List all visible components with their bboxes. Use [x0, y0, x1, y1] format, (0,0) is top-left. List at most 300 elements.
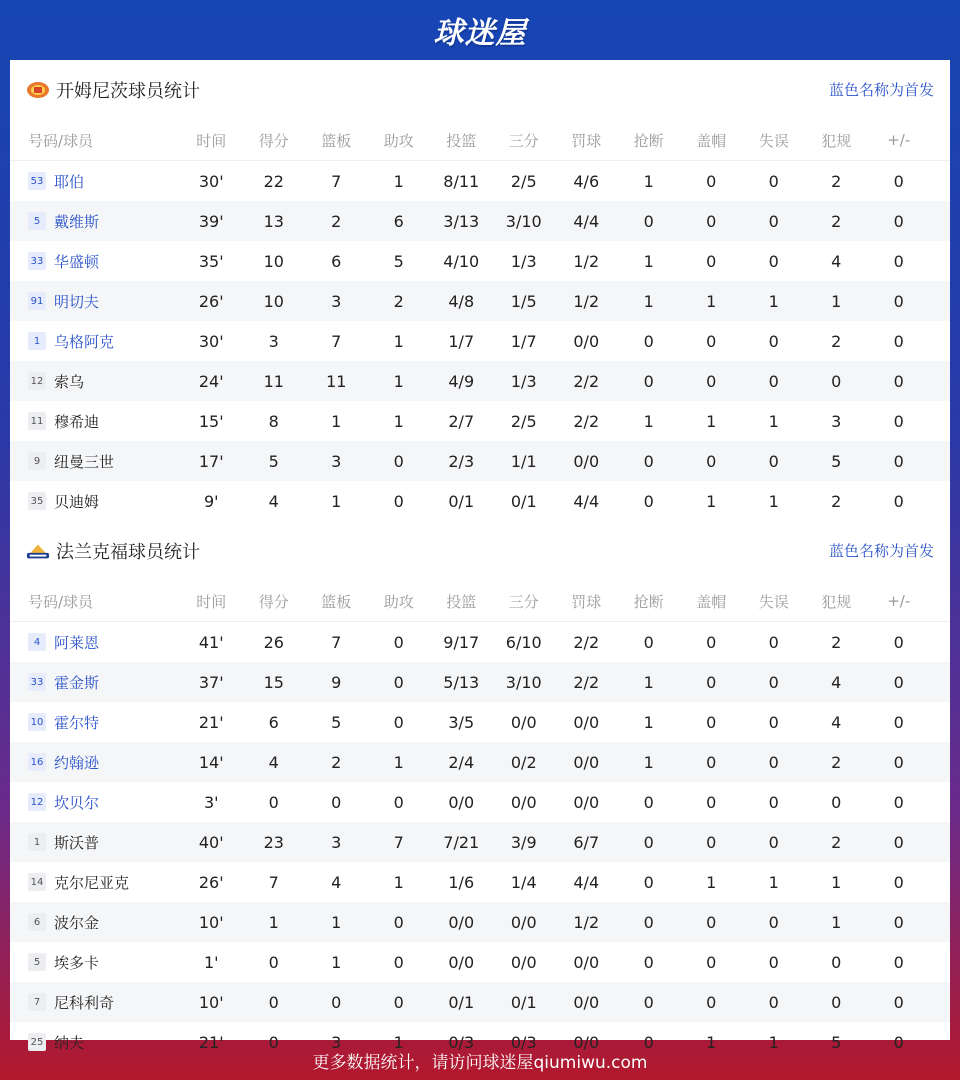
- stat-cell: 0/0: [573, 992, 600, 1012]
- player-name[interactable]: 阿莱恩: [54, 633, 100, 652]
- stat-cell: 1: [831, 872, 842, 892]
- player-cell[interactable]: [10, 712, 180, 733]
- player-name[interactable]: 华盛顿: [54, 252, 100, 271]
- table-row[interactable]: [10, 161, 950, 201]
- jersey-number: 33: [28, 673, 46, 691]
- stat-cell: 0: [893, 712, 904, 732]
- stat-cell: 9/17: [443, 632, 480, 652]
- stat-cell: 7: [331, 632, 342, 652]
- stat-cell: 0: [268, 952, 279, 972]
- stat-cell: 15': [198, 411, 224, 431]
- stat-cell: 1/5: [510, 291, 537, 311]
- stat-cell: 5: [831, 1032, 842, 1052]
- stat-cell: 0: [706, 912, 717, 932]
- stat-cell: 0: [643, 952, 654, 972]
- player-name[interactable]: 霍尔特: [54, 713, 100, 732]
- stat-cell: 0: [893, 171, 904, 191]
- stat-cell: 2: [831, 632, 842, 652]
- table-row[interactable]: [10, 321, 950, 361]
- table-row[interactable]: [10, 942, 950, 982]
- stat-cell: 21': [198, 712, 224, 732]
- jersey-number: 16: [28, 753, 46, 771]
- stat-cell: 0: [893, 371, 904, 391]
- stat-cell: 1: [331, 491, 342, 511]
- stat-cell: 0: [643, 992, 654, 1012]
- stat-cell: 0/0: [510, 792, 537, 812]
- stat-cell: 0: [268, 1032, 279, 1052]
- stat-cell: 0: [893, 1032, 904, 1052]
- stat-cell: 0: [706, 632, 717, 652]
- stat-cell: 4: [331, 872, 342, 892]
- player-name[interactable]: 纽曼三世: [54, 452, 115, 471]
- player-cell[interactable]: [10, 411, 180, 432]
- stat-cell: 4/4: [573, 872, 600, 892]
- stat-cell: 0: [393, 672, 404, 692]
- stat-cell: 4/10: [443, 251, 480, 271]
- stat-cell: 3: [331, 1032, 342, 1052]
- stat-cell: 4: [831, 672, 842, 692]
- stat-cell: 0: [643, 211, 654, 231]
- stat-cell: 0: [706, 251, 717, 271]
- player-cell[interactable]: [10, 251, 180, 272]
- stat-cell: 0/1: [510, 491, 537, 511]
- stat-cell: 1/7: [510, 331, 537, 351]
- stat-cell: 8: [268, 411, 279, 431]
- stat-cell: 0: [768, 912, 779, 932]
- stat-cell: 5: [393, 251, 404, 271]
- stat-cell: 0: [393, 712, 404, 732]
- player-cell[interactable]: [10, 171, 180, 192]
- player-name[interactable]: 霍金斯: [54, 673, 100, 692]
- stat-cell: 6: [393, 211, 404, 231]
- stat-cell: 0: [768, 752, 779, 772]
- stat-cell: 24': [198, 371, 224, 391]
- stat-cell: 7/21: [443, 832, 480, 852]
- stat-cell: 0: [893, 211, 904, 231]
- stat-cell: 0/0: [448, 952, 475, 972]
- player-cell[interactable]: [10, 491, 180, 512]
- player-cell[interactable]: [10, 872, 180, 893]
- stat-cell: 1/1: [510, 451, 537, 471]
- stat-cell: 0: [768, 451, 779, 471]
- stat-cell: 0: [331, 792, 342, 812]
- stat-cell: 1: [643, 171, 654, 191]
- stat-cell: 0: [706, 672, 717, 692]
- stat-cell: 1: [331, 912, 342, 932]
- jersey-number: 53: [28, 172, 46, 190]
- stat-cell: 3: [831, 411, 842, 431]
- stat-cell: 1: [706, 411, 717, 431]
- column-header: 得分: [258, 131, 289, 150]
- stat-cell: 1: [393, 331, 404, 351]
- team-section: [10, 521, 950, 1062]
- stat-cell: 1/2: [573, 291, 600, 311]
- column-header: 篮板: [321, 592, 352, 611]
- jersey-number: 6: [28, 913, 46, 931]
- stat-cell: 26': [198, 872, 224, 892]
- player-name[interactable]: 戴维斯: [54, 212, 100, 231]
- stat-cell: 0: [893, 832, 904, 852]
- starter-legend-note: 蓝色名称为首发: [828, 542, 934, 560]
- player-cell[interactable]: [10, 291, 180, 312]
- stat-cell: 1: [268, 912, 279, 932]
- stats-panel: [10, 60, 950, 1052]
- stat-cell: 9: [331, 672, 342, 692]
- stat-cell: 1/4: [510, 872, 537, 892]
- jersey-number: 11: [28, 412, 46, 430]
- player-name[interactable]: 斯沃普: [54, 833, 100, 852]
- stat-cell: 0: [393, 912, 404, 932]
- stat-cell: 37': [198, 672, 224, 692]
- stat-cell: 0/3: [448, 1032, 475, 1052]
- stat-cell: 5: [268, 451, 279, 471]
- stat-cell: 0/0: [573, 451, 600, 471]
- stat-cell: 0: [768, 992, 779, 1012]
- app-header: [0, 0, 960, 60]
- jersey-number: 1: [28, 833, 46, 851]
- stat-cell: 2: [331, 211, 342, 231]
- player-cell[interactable]: [10, 451, 180, 472]
- stat-cell: 0: [893, 291, 904, 311]
- column-header: 抢断: [633, 131, 664, 150]
- stat-cell: 4/6: [573, 171, 600, 191]
- table-row[interactable]: [10, 241, 950, 281]
- team-title: 开姆尼茨球员统计: [56, 81, 200, 102]
- column-header: 号码/球员: [28, 592, 94, 611]
- stat-cell: 1: [768, 411, 779, 431]
- site-logo: 球迷屋: [433, 16, 527, 51]
- stat-cell: 5: [831, 451, 842, 471]
- player-name[interactable]: 乌格阿克: [54, 332, 115, 351]
- column-header: 失误: [758, 131, 789, 150]
- jersey-number: 91: [28, 292, 46, 310]
- stat-cell: 0: [768, 371, 779, 391]
- team-logo-icon: [26, 541, 50, 561]
- team-section: [10, 60, 950, 521]
- column-header: 三分: [508, 131, 539, 150]
- stat-cell: 3/13: [443, 211, 480, 231]
- stat-cell: 4: [831, 251, 842, 271]
- player-cell[interactable]: [10, 752, 180, 773]
- stat-cell: 1: [643, 712, 654, 732]
- stat-cell: 22: [263, 171, 284, 191]
- stat-cell: 11: [263, 371, 284, 391]
- stat-cell: 1': [203, 952, 219, 972]
- stat-cell: 1: [768, 491, 779, 511]
- stat-cell: 1: [643, 752, 654, 772]
- stat-cell: 2/2: [573, 371, 600, 391]
- table-row[interactable]: [10, 782, 950, 822]
- stat-cell: 2/2: [573, 632, 600, 652]
- stat-cell: 2/3: [448, 451, 475, 471]
- stat-cell: 1: [706, 1032, 717, 1052]
- stat-cell: 0: [893, 872, 904, 892]
- stat-cell: 0/0: [573, 331, 600, 351]
- column-header: 罚球: [571, 592, 602, 611]
- team-title: 法兰克福球员统计: [56, 542, 200, 563]
- player-name[interactable]: 耶伯: [54, 172, 85, 191]
- stat-cell: 10: [263, 251, 284, 271]
- stat-cell: 23: [263, 832, 284, 852]
- stat-cell: 0/0: [448, 912, 475, 932]
- stat-cell: 1: [393, 411, 404, 431]
- stat-cell: 13: [263, 211, 284, 231]
- stat-cell: 4: [831, 712, 842, 732]
- stat-cell: 4: [268, 752, 279, 772]
- stat-cell: 0: [768, 792, 779, 812]
- stat-cell: 10: [263, 291, 284, 311]
- player-name[interactable]: 埃多卡: [54, 953, 100, 972]
- stat-cell: 2: [831, 491, 842, 511]
- player-cell[interactable]: [10, 992, 180, 1013]
- column-header: 抢断: [633, 592, 664, 611]
- stat-cell: 0: [893, 952, 904, 972]
- stat-cell: 1: [768, 291, 779, 311]
- stat-cell: 9': [203, 491, 219, 511]
- column-header: 时间: [196, 131, 227, 150]
- stat-cell: 0: [893, 912, 904, 932]
- team-header: [10, 521, 950, 581]
- stat-cell: 3/10: [505, 672, 542, 692]
- stat-cell: 7: [331, 331, 342, 351]
- jersey-number: 7: [28, 993, 46, 1011]
- stat-cell: 1/2: [573, 251, 600, 271]
- stat-cell: 1: [393, 872, 404, 892]
- stat-cell: 5: [331, 712, 342, 732]
- player-name[interactable]: 贝迪姆: [54, 492, 100, 511]
- column-header-row: [10, 120, 950, 161]
- stat-cell: 4: [268, 491, 279, 511]
- stat-cell: 0: [643, 792, 654, 812]
- stat-cell: 1: [831, 291, 842, 311]
- stat-cell: 1: [706, 491, 717, 511]
- player-name[interactable]: 坎贝尔: [54, 793, 100, 812]
- stat-cell: 14': [198, 752, 224, 772]
- jersey-number: 12: [28, 793, 46, 811]
- stat-cell: 6: [331, 251, 342, 271]
- stat-cell: 7: [331, 171, 342, 191]
- stat-cell: 3: [331, 832, 342, 852]
- column-header: 助攻: [383, 131, 414, 150]
- column-header: 助攻: [383, 592, 414, 611]
- stat-cell: 0/0: [573, 1032, 600, 1052]
- stat-cell: 0: [393, 792, 404, 812]
- player-name[interactable]: 索乌: [54, 372, 85, 391]
- stat-cell: 4/4: [573, 491, 600, 511]
- player-cell[interactable]: [10, 672, 180, 693]
- stat-cell: 1: [706, 291, 717, 311]
- column-header: 犯规: [821, 592, 852, 611]
- table-row[interactable]: [10, 622, 950, 662]
- player-name[interactable]: 尼科利奇: [54, 993, 115, 1012]
- stat-cell: 0: [893, 792, 904, 812]
- jersey-number: 35: [28, 492, 46, 510]
- player-cell[interactable]: [10, 331, 180, 352]
- stat-cell: 0: [768, 952, 779, 972]
- stat-cell: 30': [198, 331, 224, 351]
- stat-cell: 2: [831, 832, 842, 852]
- stat-cell: 0: [643, 1032, 654, 1052]
- column-header: 篮板: [321, 131, 352, 150]
- stat-cell: 5/13: [443, 672, 480, 692]
- stat-cell: 0: [643, 331, 654, 351]
- table-row[interactable]: [10, 862, 950, 902]
- stat-cell: 0: [268, 992, 279, 1012]
- stat-cell: 40': [198, 832, 224, 852]
- stat-cell: 0: [706, 712, 717, 732]
- footer-text: 更多数据统计，请访问球迷屋qiumiwu.com: [312, 1052, 648, 1073]
- column-header: 投篮: [446, 131, 477, 150]
- starter-legend-note: 蓝色名称为首发: [828, 81, 934, 99]
- stat-cell: 2: [831, 211, 842, 231]
- player-cell[interactable]: [10, 832, 180, 853]
- footer-banner[interactable]: [0, 1040, 960, 1080]
- stat-cell: 0: [893, 491, 904, 511]
- stat-cell: 0: [831, 792, 842, 812]
- table-row[interactable]: [10, 742, 950, 782]
- stat-cell: 1/6: [448, 872, 475, 892]
- stat-cell: 6: [268, 712, 279, 732]
- stat-cell: 0/1: [448, 992, 475, 1012]
- stat-cell: 0: [393, 451, 404, 471]
- stat-cell: 0: [393, 952, 404, 972]
- table-row[interactable]: [10, 441, 950, 481]
- player-name[interactable]: 约翰逊: [54, 753, 100, 772]
- jersey-number: 12: [28, 372, 46, 390]
- stat-cell: 2/5: [510, 171, 537, 191]
- column-header: 盖帽: [696, 131, 727, 150]
- stat-cell: 4/8: [448, 291, 475, 311]
- stat-cell: 0: [893, 672, 904, 692]
- column-header: 号码/球员: [28, 131, 94, 150]
- player-name[interactable]: 波尔金: [54, 913, 100, 932]
- table-row[interactable]: [10, 662, 950, 702]
- table-row[interactable]: [10, 822, 950, 862]
- table-row[interactable]: [10, 201, 950, 241]
- stat-cell: 1/7: [448, 331, 475, 351]
- stat-cell: 0: [643, 832, 654, 852]
- stat-cell: 3': [203, 792, 219, 812]
- stat-cell: 0: [643, 451, 654, 471]
- stat-cell: 2: [831, 171, 842, 191]
- player-cell[interactable]: [10, 632, 180, 653]
- stat-cell: 1: [831, 912, 842, 932]
- stat-cell: 2: [331, 752, 342, 772]
- stat-cell: 0: [768, 171, 779, 191]
- stat-cell: 6/7: [573, 832, 600, 852]
- player-cell[interactable]: [10, 211, 180, 232]
- table-row[interactable]: [10, 361, 950, 401]
- stat-cell: 26: [263, 632, 284, 652]
- stat-cell: 0: [393, 632, 404, 652]
- stat-cell: 2: [393, 291, 404, 311]
- jersey-number: 33: [28, 252, 46, 270]
- jersey-number: 5: [28, 212, 46, 230]
- stat-cell: 1/3: [510, 371, 537, 391]
- stat-cell: 4/4: [573, 211, 600, 231]
- stat-cell: 35': [198, 251, 224, 271]
- stat-cell: 0: [393, 992, 404, 1012]
- stat-cell: 1: [393, 752, 404, 772]
- stat-cell: 0: [268, 792, 279, 812]
- stat-cell: 0/0: [510, 952, 537, 972]
- column-header: 犯规: [821, 131, 852, 150]
- stat-cell: 21': [198, 1032, 224, 1052]
- table-row[interactable]: [10, 902, 950, 942]
- player-name[interactable]: 穆希迪: [54, 412, 100, 431]
- column-header: 失误: [758, 592, 789, 611]
- table-row[interactable]: [10, 702, 950, 742]
- stat-cell: 2/5: [510, 411, 537, 431]
- column-header: +/-: [887, 131, 911, 149]
- table-row[interactable]: [10, 401, 950, 441]
- stat-cell: 0: [706, 992, 717, 1012]
- stat-cell: 0: [706, 211, 717, 231]
- column-header: 罚球: [571, 131, 602, 150]
- column-header: 三分: [508, 592, 539, 611]
- stat-cell: 0: [706, 171, 717, 191]
- player-cell[interactable]: [10, 371, 180, 392]
- player-name[interactable]: 克尔尼亚克: [54, 873, 130, 892]
- table-row[interactable]: [10, 281, 950, 321]
- player-name[interactable]: 明切夫: [54, 292, 100, 311]
- player-name[interactable]: 纳夫: [54, 1033, 85, 1052]
- stat-cell: 39': [198, 211, 224, 231]
- table-row[interactable]: [10, 481, 950, 521]
- stat-cell: 0/1: [510, 992, 537, 1012]
- stat-cell: 0: [893, 632, 904, 652]
- stat-cell: 2/7: [448, 411, 475, 431]
- stat-cell: 1: [643, 411, 654, 431]
- team-logo-icon: [26, 80, 50, 100]
- stat-cell: 1: [768, 872, 779, 892]
- player-cell[interactable]: [10, 912, 180, 933]
- stat-cell: 2/2: [573, 411, 600, 431]
- stat-cell: 0/2: [510, 752, 537, 772]
- column-header: 投篮: [446, 592, 477, 611]
- stat-cell: 1: [768, 1032, 779, 1052]
- stat-cell: 1: [706, 872, 717, 892]
- stat-cell: 1: [643, 251, 654, 271]
- stat-cell: 0: [706, 331, 717, 351]
- stat-cell: 0: [706, 752, 717, 772]
- table-row[interactable]: [10, 982, 950, 1022]
- stat-cell: 0/0: [573, 952, 600, 972]
- team-header: [10, 60, 950, 120]
- player-cell[interactable]: [10, 952, 180, 973]
- stat-cell: 0/3: [510, 1032, 537, 1052]
- stat-cell: 0: [643, 632, 654, 652]
- stat-cell: 0: [893, 331, 904, 351]
- stat-cell: 0: [768, 251, 779, 271]
- stat-cell: 3: [268, 331, 279, 351]
- player-cell[interactable]: [10, 792, 180, 813]
- stat-cell: 10': [198, 912, 224, 932]
- stat-cell: 1: [393, 371, 404, 391]
- jersey-number: 1: [28, 332, 46, 350]
- column-header: 盖帽: [696, 592, 727, 611]
- stat-cell: 0: [706, 451, 717, 471]
- stat-cell: 8/11: [443, 171, 480, 191]
- stat-cell: 0: [768, 672, 779, 692]
- column-header: 得分: [258, 592, 289, 611]
- stat-cell: 0: [643, 912, 654, 932]
- stat-cell: 1: [393, 1032, 404, 1052]
- stat-cell: 2: [831, 331, 842, 351]
- stat-cell: 7: [393, 832, 404, 852]
- stat-cell: 0: [643, 371, 654, 391]
- stat-cell: 0: [706, 952, 717, 972]
